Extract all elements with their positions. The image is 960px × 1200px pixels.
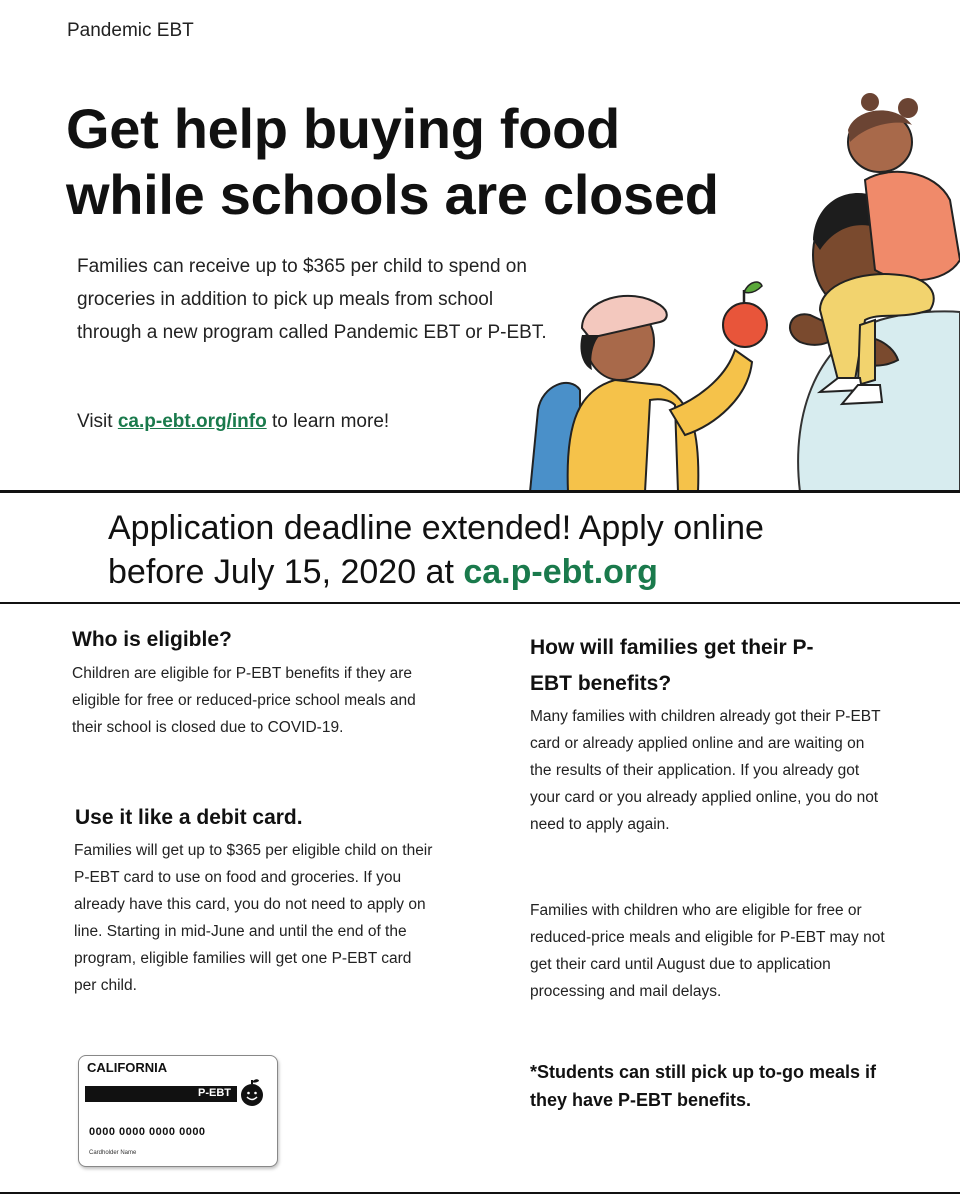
debit-card-heading: Use it like a debit card. [75, 806, 303, 829]
divider-bottom [0, 1192, 960, 1194]
to-go-meals-note: *Students can still pick up to-go meals if they have P-EBT benefits. [530, 1062, 877, 1110]
benefits-text-2: Families with children who are eligible for free or reduced-price meals and eligible for P-EBT may not get their card until August due to application processing and mail delays. [530, 902, 885, 1000]
debit-card-text: Families will get up to $365 per eligible child on their P-EBT card to use on food and groceries. If you already have this card, you do not need to apply on line. Starting in mid-June and until the end of the program, eligible families will get one P-EBT card per child. [74, 842, 433, 994]
apple-face-icon [237, 1078, 267, 1108]
info-link[interactable]: ca.p-ebt.org/info [117, 411, 267, 432]
deadline-line-1: Application deadline extended! Apply online [108, 509, 764, 547]
deadline-banner [108, 506, 928, 594]
headline-line-1: Get help buying food [66, 97, 620, 160]
family-illustration [520, 80, 960, 492]
card-brand-label: P-EBT [198, 1087, 231, 1099]
card-holder-name: Cardholder Name [89, 1150, 137, 1156]
benefits-text-1: Many families with children already got their P-EBT card or already applied online and are waiting on the results of their application. If you already got your card or you already applied online, you do not need to apply again. [530, 708, 881, 833]
benefits-heading [530, 630, 890, 702]
eligibility-heading: Who is eligible? [72, 628, 232, 651]
intro-paragraph: Families can receive up to $365 per child to spend on groceries in addition to pick up meals from school through a new program called Pandemic EBT or P-EBT. [77, 256, 547, 343]
benefits-heading-line-2: EBT benefits? [530, 672, 672, 695]
card-number: 0000 0000 0000 0000 [89, 1126, 206, 1138]
eligibility-text: Children are eligible for P-EBT benefits if they are eligible for free or reduced-price school meals and their school is closed due to COVID-19. [72, 665, 416, 736]
divider-top [0, 490, 960, 493]
deadline-site-link[interactable]: ca.p-ebt.org [463, 553, 658, 591]
benefits-heading-line-1: How will families get their P- [530, 636, 814, 659]
card-stripe [85, 1086, 237, 1102]
visit-line [77, 411, 389, 433]
visit-prefix: Visit [77, 411, 118, 432]
headline-line-2: while schools are closed [66, 163, 719, 226]
brand-label: Pandemic EBT [67, 20, 194, 41]
deadline-line-2-prefix: before July 15, 2020 at [108, 553, 464, 591]
divider-middle [0, 602, 960, 604]
card-state-label: CALIFORNIA [87, 1060, 168, 1075]
visit-suffix: to learn more! [266, 411, 390, 432]
pebt-card-image [78, 1055, 278, 1167]
